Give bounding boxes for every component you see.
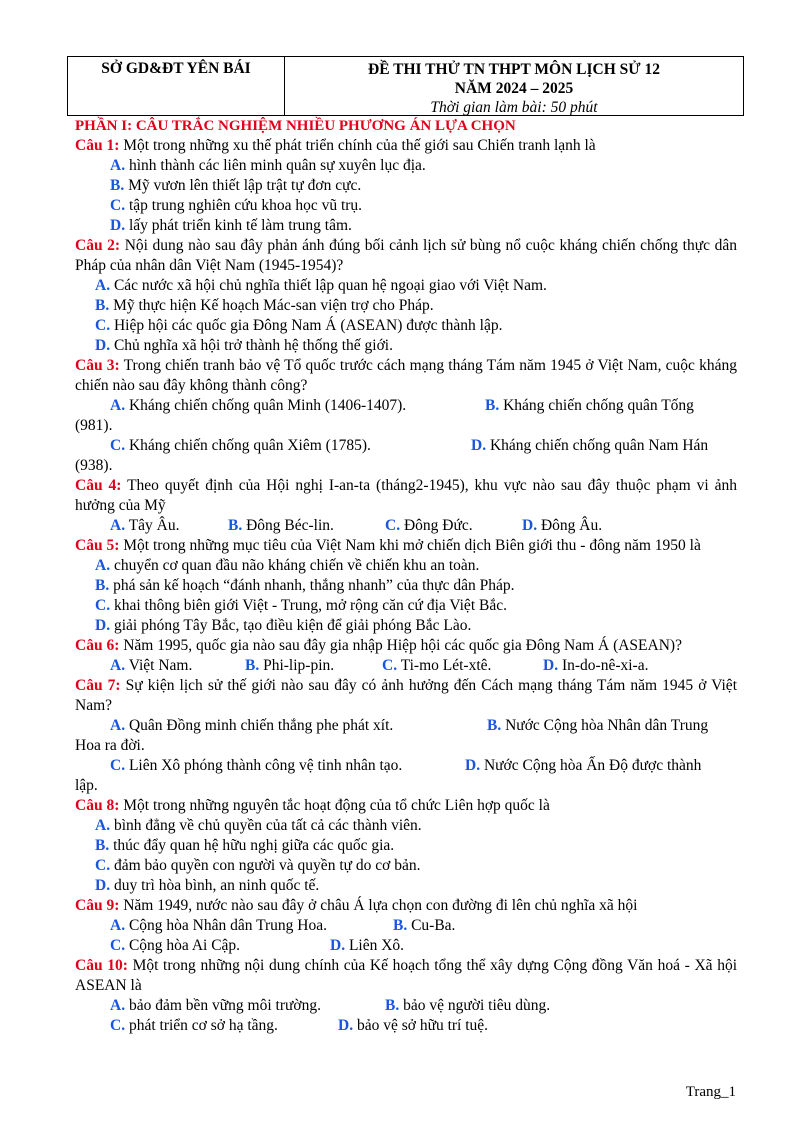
question-number: Câu 1:	[75, 137, 120, 154]
option-d: D. Đông Âu.	[522, 517, 603, 534]
option-c	[75, 856, 737, 876]
option-text: chuyển cơ quan đầu não kháng chiến về chiến khu an toàn.	[113, 557, 480, 574]
question-number: Câu 7:	[75, 677, 121, 694]
exam-title: ĐỀ THI THỬ TN THPT MÔN LỊCH SỬ 12	[368, 61, 660, 78]
option-text: Mỹ vươn lên thiết lập trật tự đơn cực.	[128, 177, 362, 194]
option-row	[75, 656, 737, 676]
question-number: Câu 6:	[75, 637, 120, 654]
option-d-continued: (938).	[75, 457, 113, 474]
option-b: B. Phi-lip-pin.	[245, 657, 335, 674]
question-6	[75, 636, 737, 656]
option-row	[75, 936, 737, 956]
question-text: Một trong những mục tiêu của Việt Nam khi mở chiến dịch Biên giới thu - đông năm 1950 là	[123, 537, 701, 554]
option-letter: A.	[110, 157, 126, 174]
option-letter: C.	[95, 597, 111, 614]
option-letter: C.	[95, 317, 111, 334]
page-number: Trang_1	[685, 1084, 736, 1100]
option-b-continued: (981).	[75, 417, 113, 434]
question-number: Câu 9:	[75, 897, 120, 914]
option-letter: A.	[95, 817, 111, 834]
question-text: Một trong những xu thế phát triển chính của thế giới sau Chiến tranh lạnh là	[123, 137, 596, 154]
option-d	[75, 876, 737, 896]
option-text: Mỹ thực hiện Kế hoạch Mác-san viện trợ cho Pháp.	[113, 297, 434, 314]
option-c: C. Đông Đức.	[385, 517, 473, 534]
option-b: B. Cu-Ba.	[393, 917, 456, 934]
option-d	[75, 616, 737, 636]
option-d-continued: lập.	[75, 777, 98, 794]
option-b-continued: Hoa ra đời.	[75, 737, 145, 754]
question-10	[75, 956, 737, 996]
option-letter: B.	[110, 177, 125, 194]
option-c: C. phát triển cơ sở hạ tầng.	[110, 1017, 278, 1034]
option-row	[75, 396, 737, 416]
exam-title-block	[285, 57, 743, 115]
option-text: hình thành các liên minh quân sự xuyên lục địa.	[128, 157, 426, 174]
option-letter: C.	[110, 197, 126, 214]
option-a: A. Quân Đồng minh chiến thắng phe phát xít.	[110, 717, 394, 734]
option-text: đảm bảo quyền con người và quyền tự do cơ bản.	[113, 857, 421, 874]
option-d	[75, 336, 737, 356]
option-letter: D.	[95, 877, 111, 894]
option-b: B. Nước Cộng hòa Nhân dân Trung	[487, 717, 709, 734]
question-8	[75, 796, 737, 816]
question-9	[75, 896, 737, 916]
question-text: Năm 1949, nước nào sau đây ở châu Á lựa chọn con đường đi lên chủ nghĩa xã hội	[123, 897, 638, 914]
option-text: thúc đẩy quan hệ hữu nghị giữa các quốc gia.	[113, 837, 395, 854]
question-number: Câu 3:	[75, 357, 120, 374]
option-d: D. Liên Xô.	[330, 937, 405, 954]
option-a	[75, 556, 737, 576]
question-text: Theo quyết định của Hội nghị I-an-ta (tháng2-1945), khu vực nào sau đây thuộc phạm vi ảnh hưởng của Mỹ	[75, 477, 737, 514]
option-d: D. Nước Cộng hòa Ấn Độ được thành	[465, 757, 702, 774]
option-letter: D.	[95, 337, 111, 354]
question-number: Câu 2:	[75, 237, 121, 254]
question-number: Câu 8:	[75, 797, 120, 814]
option-c: C. Cộng hòa Ai Cập.	[110, 937, 241, 954]
option-c	[75, 596, 737, 616]
header-box	[67, 56, 744, 116]
section-title: PHẦN I: CÂU TRẮC NGHIỆM NHIỀU PHƯƠNG ÁN LỰA CHỌN	[75, 118, 516, 134]
option-d: D. Kháng chiến chống quân Nam Hán	[471, 437, 709, 454]
option-text: giải phóng Tây Bắc, tạo điều kiện để giải phóng Bắc Lào.	[113, 617, 472, 634]
option-text: Các nước xã hội chủ nghĩa thiết lập quan hệ ngoại giao với Việt Nam.	[113, 277, 547, 294]
option-d	[75, 216, 737, 236]
option-letter: B.	[95, 577, 110, 594]
option-c: C. Kháng chiến chống quân Xiêm (1785).	[110, 437, 371, 454]
question-number: Câu 5:	[75, 537, 120, 554]
option-b: B. bảo vệ người tiêu dùng.	[385, 997, 551, 1014]
question-text: Năm 1995, quốc gia nào sau đây gia nhập Hiệp hội các quốc gia Đông Nam Á (ASEAN)?	[123, 637, 682, 654]
option-c: C. Ti-mo Lét-xtê.	[382, 657, 492, 674]
question-text: Một trong những nguyên tắc hoạt động của tổ chức Liên hợp quốc là	[123, 797, 550, 814]
question-number: Câu 4:	[75, 477, 122, 494]
option-c	[75, 316, 737, 336]
question-text: Sự kiện lịch sử thế giới nào sau đây có ảnh hưởng đến Cách mạng tháng Tám năm 1945 ở Việt Nam?	[75, 677, 737, 714]
option-a: A. Tây Âu.	[110, 517, 180, 534]
question-2	[75, 236, 737, 276]
option-b	[75, 296, 737, 316]
option-letter: A.	[95, 557, 111, 574]
question-number: Câu 10:	[75, 957, 128, 974]
question-text: Nội dung nào sau đây phản ánh đúng bối cảnh lịch sử bùng nổ cuộc kháng chiến chống thực dân Pháp của nhân dân Việt Nam (1945-1954)?	[75, 237, 737, 274]
option-a	[75, 816, 737, 836]
option-text: Chủ nghĩa xã hội trở thành hệ thống thế giới.	[113, 337, 393, 354]
exam-year: NĂM 2024 – 2025	[454, 80, 574, 97]
option-text: phá sản kế hoạch “đánh nhanh, thắng nhanh” của thực dân Pháp.	[113, 577, 515, 594]
option-letter: B.	[95, 297, 110, 314]
option-letter: D.	[95, 617, 111, 634]
question-3	[75, 356, 737, 396]
option-letter: A.	[95, 277, 111, 294]
option-row	[75, 516, 737, 536]
option-letter: B.	[95, 837, 110, 854]
option-text: Hiệp hội các quốc gia Đông Nam Á (ASEAN) được thành lập.	[113, 317, 503, 334]
option-a	[75, 276, 737, 296]
option-b: B. Đông Béc-lin.	[228, 517, 334, 534]
option-text: lấy phát triển kinh tế làm trung tâm.	[128, 217, 352, 234]
option-letter: D.	[110, 217, 126, 234]
question-text: Một trong những nội dung chính của Kế hoạch tổng thể xây dựng Cộng đồng Văn hoá - Xã hội ASEAN là	[75, 957, 737, 994]
question-5	[75, 536, 737, 556]
option-a	[75, 156, 737, 176]
option-b	[75, 836, 737, 856]
questions	[75, 116, 737, 1036]
option-row	[75, 756, 737, 776]
question-text: Trong chiến tranh bảo vệ Tổ quốc trước cách mạng tháng Tám năm 1945 ở Việt Nam, cuộc kháng chiến nào sau đây không thành công?	[75, 357, 737, 394]
school-name: SỞ GD&ĐT YÊN BÁI	[68, 57, 285, 115]
option-a: A. bảo đảm bền vững môi trường.	[110, 997, 321, 1014]
option-text: tập trung nghiên cứu khoa học vũ trụ.	[128, 197, 363, 214]
option-row	[75, 436, 737, 456]
option-a: A. Kháng chiến chống quân Minh (1406-1407).	[110, 397, 407, 414]
exam-time: Thời gian làm bài: 50 phút	[430, 99, 598, 116]
option-c: C. Liên Xô phóng thành công vệ tinh nhân tạo.	[110, 757, 403, 774]
option-row	[75, 716, 737, 736]
option-text: duy trì hòa bình, an ninh quốc tế.	[113, 877, 320, 894]
option-row	[75, 996, 737, 1016]
option-c	[75, 196, 737, 216]
option-d: D. In-do-nê-xi-a.	[543, 657, 649, 674]
option-b: B. Kháng chiến chống quân Tống	[485, 397, 694, 414]
option-b	[75, 176, 737, 196]
question-7	[75, 676, 737, 716]
option-text: bình đẳng về chủ quyền của tất cả các thành viên.	[113, 817, 422, 834]
option-d: D. bảo vệ sở hữu trí tuệ.	[338, 1017, 489, 1034]
question-4	[75, 476, 737, 516]
option-row	[75, 916, 737, 936]
option-row	[75, 1016, 737, 1036]
option-letter: C.	[95, 857, 111, 874]
option-text: khai thông biên giới Việt - Trung, mở rộng căn cứ địa Việt Bắc.	[113, 597, 507, 614]
option-a: A. Việt Nam.	[110, 657, 193, 674]
question-1	[75, 136, 737, 156]
option-a: A. Cộng hòa Nhân dân Trung Hoa.	[110, 917, 328, 934]
option-b	[75, 576, 737, 596]
